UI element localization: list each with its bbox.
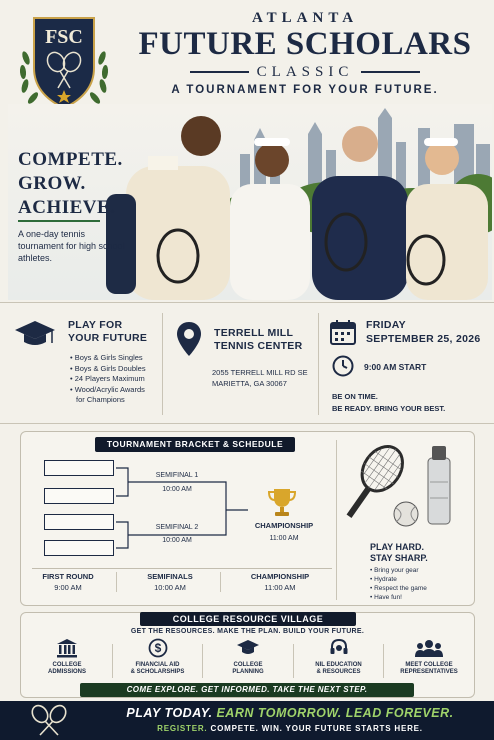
slogan-divider (18, 220, 100, 222)
start-time: 9:00 AM START (364, 362, 427, 372)
bracket-slot (44, 488, 114, 504)
footer-headline (90, 706, 490, 720)
event-date: SEPTEMBER 25, 2026 (366, 333, 481, 345)
slogan-line: GROW. (18, 173, 86, 194)
resource-subtitle: GET THE RESOURCES. MAKE THE PLAN. BUILD YOUR FUTURE. (130, 628, 365, 635)
divider-line (361, 71, 420, 73)
resource-label: PLANNING (232, 669, 264, 675)
semifinal-1-label: SEMIFINAL 1 (155, 472, 199, 479)
resource-label: COLLEGE (233, 661, 263, 668)
schedule-rule (32, 568, 332, 569)
venue-address (212, 367, 308, 389)
bracket-banner: TOURNAMENT BRACKET & SCHEDULE (95, 437, 295, 452)
resource-item (115, 638, 201, 678)
grad-cap-icon (14, 319, 56, 354)
play-bullet: • Boys & Girls Singles (70, 353, 143, 362)
play-title-line: PLAY FOR (68, 319, 123, 331)
resource-divider (112, 644, 113, 678)
map-pin-icon (176, 321, 202, 362)
schedule-label: SEMIFINALS (147, 572, 193, 581)
schedule-label: CHAMPIONSHIP (250, 572, 310, 581)
bracket-slot (44, 460, 114, 476)
event-subtitle: CLASSIC (256, 63, 354, 80)
schedule-divider (116, 572, 117, 592)
svg-text:$: $ (154, 641, 161, 655)
dollar-icon (148, 638, 168, 658)
footer-register: REGISTER. (157, 724, 208, 733)
bracket-slot (44, 514, 114, 530)
venue-name-line: TENNIS CENTER (214, 340, 303, 352)
tip-item: • Have fun! (370, 594, 402, 601)
play-title (68, 319, 147, 345)
clock-icon (332, 355, 354, 382)
resource-label: & SCHOLARSHIPS (130, 669, 185, 675)
footer-subline (90, 724, 490, 733)
side-title (370, 542, 428, 564)
building-columns-icon (56, 638, 78, 658)
calendar-icon (330, 319, 356, 350)
event-day: FRIDAY (366, 319, 406, 331)
info-divider (162, 313, 163, 415)
address-line: MARIETTA, GA 30067 (212, 379, 287, 388)
info-divider (318, 313, 319, 415)
play-bullet: • 24 Players Maximum (70, 374, 145, 383)
resource-label: COLLEGE (52, 661, 82, 668)
resource-items (24, 638, 472, 678)
slogan-line: ACHIEVE. (18, 197, 116, 218)
headset-icon (329, 638, 349, 658)
bracket-slot (44, 540, 114, 556)
tip-item: • Hydrate (370, 576, 397, 583)
tip-item: • Respect the game (370, 585, 427, 592)
racket-ball-bottle-illustration (340, 442, 470, 539)
schedule-time: 10:00 AM (154, 583, 186, 592)
play-bullet: • Wood/Acrylic Awards (70, 384, 145, 394)
resource-label: REPRESENTATIVES (400, 669, 458, 675)
schedule-label: FIRST ROUND (42, 572, 94, 581)
resource-label: ADMISSIONS (47, 669, 86, 675)
resource-item (205, 638, 291, 678)
schedule-time: 9:00 AM (54, 583, 82, 592)
resource-item (386, 638, 472, 678)
play-bullet: • Boys & Girls Doubles (70, 363, 146, 373)
resource-label: & RESOURCES (316, 669, 361, 675)
group-icon (415, 638, 443, 658)
punctuality-note (332, 391, 445, 415)
resource-banner: COLLEGE RESOURCE VILLAGE (140, 612, 356, 626)
side-title-line: STAY SHARP. (370, 553, 428, 563)
hero-intro: A one-day tennis tournament for high school athletes. (18, 229, 125, 263)
resource-divider (202, 644, 203, 678)
side-title-line: PLAY HARD. (370, 542, 425, 552)
schedule-divider (220, 572, 221, 592)
divider-line (190, 71, 249, 73)
play-title-line: YOUR FUTURE (68, 332, 148, 344)
slogan-line: COMPETE. (18, 149, 123, 170)
semifinal-2-time: 10:00 AM (162, 537, 192, 544)
tips-list (370, 566, 427, 602)
crossed-rackets-icon (26, 704, 72, 740)
resource-divider (293, 644, 294, 678)
info-strip (0, 302, 494, 424)
footer-headline-a: PLAY TODAY. (126, 706, 213, 720)
resource-divider (383, 644, 384, 678)
semifinal-1-time: 10:00 AM (162, 486, 192, 493)
event-city: ATLANTA (251, 10, 359, 26)
schedule-time: 11:00 AM (264, 583, 296, 592)
resource-item (296, 638, 382, 678)
event-subtitle-row (190, 62, 420, 82)
resource-label: FINANCIAL AID (135, 661, 180, 668)
note-line: BE ON TIME. (332, 392, 378, 401)
event-tagline: A TOURNAMENT FOR YOUR FUTURE. (171, 84, 439, 96)
play-bullet-cont: for Champions (76, 395, 125, 404)
tip-item: • Bring your gear (370, 567, 419, 574)
trophy-icon (266, 486, 298, 523)
grad-cap-icon (236, 638, 260, 658)
resource-cta: COME EXPLORE. GET INFORMED. TAKE THE NEXT STEP. (80, 683, 414, 697)
note-line: BE READY. BRING YOUR BEST. (332, 404, 446, 413)
venue-name-line: TERRELL MILL (214, 327, 294, 339)
resource-label: MEET COLLEGE (405, 661, 453, 668)
resource-label: NIL EDUCATION (315, 661, 362, 668)
resource-item (24, 638, 110, 678)
play-bullets (70, 353, 170, 406)
event-title: FUTURE SCHOLARS (138, 26, 472, 62)
address-line: 2055 TERRELL MILL RD SE (212, 368, 308, 377)
bracket-panel-divider (336, 440, 337, 600)
footer-subline-text: COMPETE. WIN. YOUR FUTURE STARTS HERE. (210, 724, 423, 733)
venue-name (214, 327, 303, 353)
hero-slogan (18, 148, 123, 220)
footer-headline-b: EARN TOMORROW. LEAD FOREVER. (216, 706, 454, 720)
crest-monogram: FSC (45, 26, 83, 48)
championship-time: 11:00 AM (269, 535, 299, 542)
semifinal-2-label: SEMIFINAL 2 (155, 524, 199, 531)
championship-label: CHAMPIONSHIP (254, 521, 314, 530)
